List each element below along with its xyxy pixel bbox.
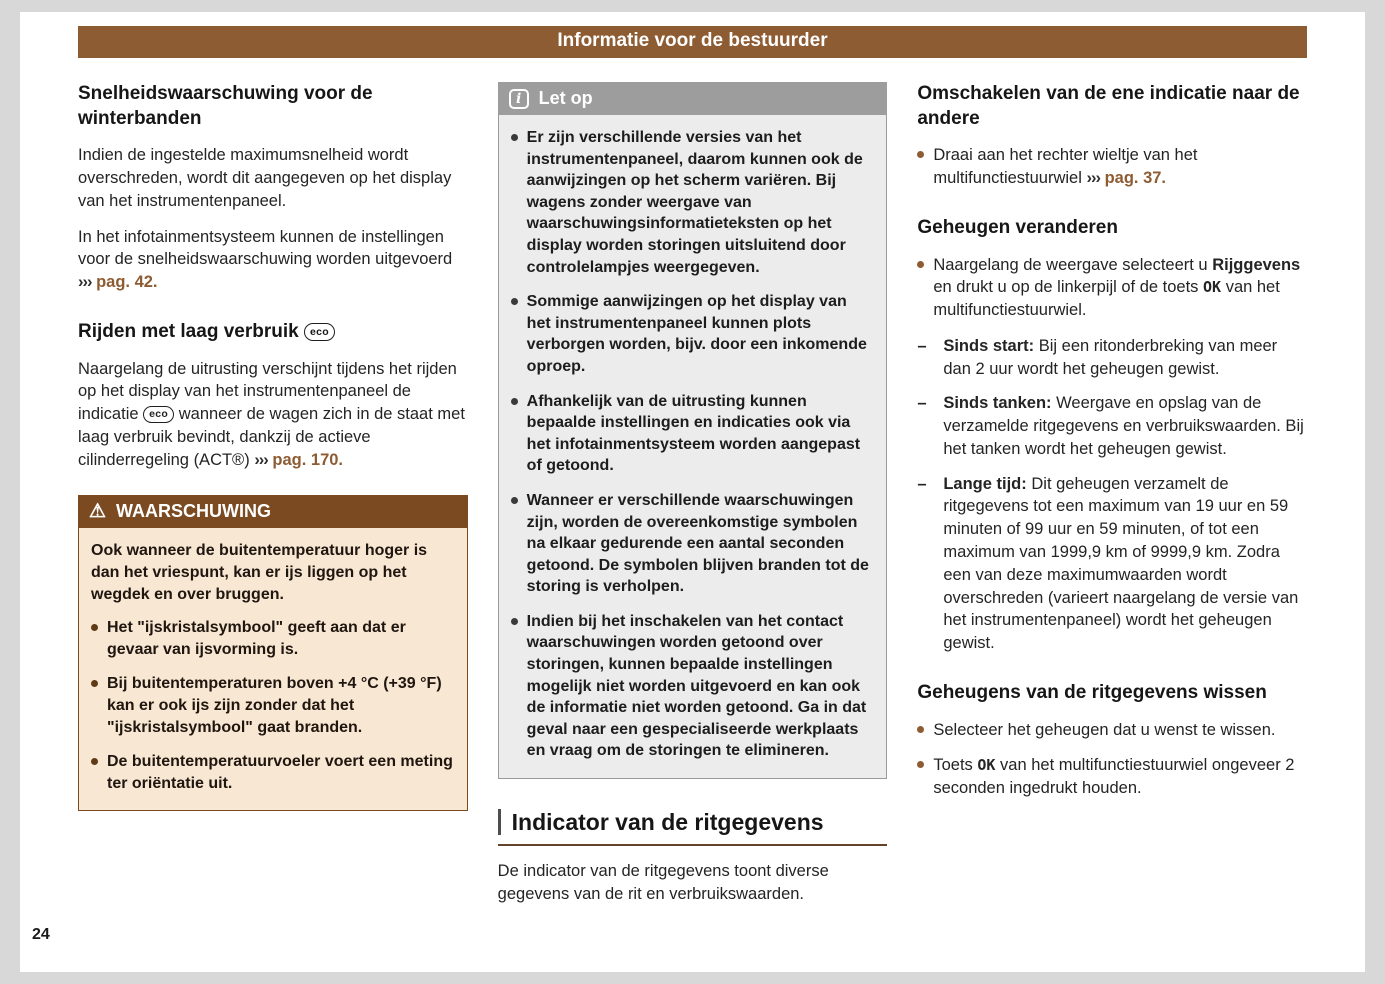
warning-bullet: [91, 751, 455, 794]
note-bullet-text: Sommige aanwijzingen op het display van het instrumentenpaneel kunnen plots verborgen worden, bijv. door een inkomende oproep.: [526, 293, 867, 375]
heading-text: Rijden met laag verbruik: [78, 320, 299, 342]
bullet-dot-icon: [917, 261, 924, 268]
ok-button-key: OK: [1203, 278, 1222, 297]
info-icon: i: [509, 89, 529, 109]
page-ref-link-170[interactable]: pag. 170.: [272, 450, 344, 469]
bullet-dot-icon: [511, 398, 518, 405]
paragraph-eco: [78, 358, 468, 472]
section-heading-block: [498, 809, 888, 846]
memory-type-item: [917, 473, 1307, 655]
warning-box-body: [78, 528, 468, 811]
menu-item-name: Rijggevens: [1212, 255, 1301, 274]
content-columns: [20, 58, 1365, 919]
bullet-dot-icon: [511, 134, 518, 141]
manual-page: [20, 12, 1365, 972]
warning-box-header: [78, 495, 468, 528]
note-bullet: [511, 611, 875, 762]
bullet-dot-icon: [917, 151, 924, 158]
bullet-wipe-1: [917, 719, 1307, 742]
warning-box: [78, 495, 468, 811]
bullet-text-part: en drukt u op de linkerpijl of de toets: [933, 278, 1199, 297]
memory-type-text: [943, 392, 1307, 460]
heading-eco-driving: [78, 320, 468, 345]
warning-bullet-text: Het "ijskristalsymbool" geeft aan dat er gevaar van ijsvorming is.: [107, 619, 406, 658]
warning-bullet-text: De buitentemperatuurvoeler voert een meting ter oriëntatie uit.: [107, 753, 453, 792]
bullet-dot-icon: [511, 298, 518, 305]
bullet-dot-icon: [91, 624, 98, 631]
page-ref-link-37[interactable]: pag. 37.: [1104, 169, 1167, 188]
note-bullet: [511, 490, 875, 598]
bullet-dot-icon: [511, 618, 518, 625]
dash-icon: –: [917, 336, 927, 355]
bullet-dot-icon: [91, 680, 98, 687]
note-box: [498, 82, 888, 779]
memory-type-label: Lange tijd:: [943, 474, 1027, 493]
dash-icon: –: [917, 474, 927, 493]
column-right: [917, 82, 1307, 919]
paragraph-speed-2: [78, 226, 468, 294]
bullet-text: [933, 144, 1307, 190]
warning-triangle-icon: ⚠: [89, 501, 107, 523]
section-title: Indicator van de ritgegevens: [498, 809, 888, 835]
note-bullet-text: Afhankelijk van de uitrusting kunnen bepaalde instellingen en indicaties ook via het infotainmentsysteem worden aangepast of getoond.: [526, 392, 861, 475]
warning-title: WAARSCHUWING: [116, 501, 272, 522]
memory-type-item: [917, 392, 1307, 460]
chapter-header: [78, 26, 1307, 58]
note-bullet: [511, 291, 875, 377]
bullet-text-part: Toets: [933, 756, 973, 775]
bullet-text: [933, 754, 1307, 800]
warning-bullet: [91, 617, 455, 660]
note-bullet-text: Wanneer er verschillende waarschuwingen zijn, worden de overeenkomstige symbolen na elkaar gedurende een aantal seconden getoond. De symbolen blijven branden tot de storing is verholpen.: [526, 491, 869, 596]
bullet-wipe-2: [917, 754, 1307, 800]
paragraph-text: In het infotainmentsysteem kunnen de instellingen voor de snelheidswaarschuwing worden uitgevoerd: [78, 227, 453, 269]
bullet-text: [933, 254, 1307, 322]
cross-ref-arrows-icon: ›››: [1086, 169, 1100, 188]
bullet-text: Selecteer het geheugen dat u wenst te wissen.: [933, 720, 1276, 739]
section-intro: De indicator van de ritgegevens toont diverse gegevens van de rit en verbruikswaarden.: [497, 862, 829, 904]
heading-switch-indication: Omschakelen van de ene indicatie naar de andere: [917, 83, 1300, 129]
page-number: 24: [32, 926, 50, 943]
heading-speed-warning: Snelheidswaarschuwing voor de winterbanden: [78, 83, 373, 129]
memory-type-item: [917, 335, 1307, 381]
note-box-header: [498, 82, 888, 115]
warning-bullet-text: Bij buitentemperaturen boven +4 °C (+39 °F) kan er ook ijs zijn zonder dat het "ijskristalsymbool" gaat branden.: [107, 675, 442, 736]
cross-ref-arrows-icon: ›››: [78, 273, 92, 292]
memory-type-text: [943, 335, 1307, 381]
heading-change-memory: Geheugen veranderen: [917, 216, 1118, 238]
bullet-memory: [917, 254, 1307, 322]
memory-type-label: Sinds tanken:: [943, 394, 1052, 413]
note-title: Let op: [538, 88, 593, 108]
bullet-text-part: Naargelang de weergave selecteert u: [933, 255, 1208, 274]
eco-icon: eco: [304, 323, 335, 341]
memory-type-desc: Dit geheugen verzamelt de ritgegevens tot een maximum van 19 uur en 59 minuten of 99 uur en 59 minuten, of tot een maximum van 1999,9 km of 9999,9 km. Zodra een van deze maximumwaarden wordt overschreden (varieert naargelang de versie van het instrumentenpaneel) wordt het geheugen gewist.: [943, 474, 1299, 653]
memory-type-label: Sinds start:: [943, 336, 1035, 355]
bullet-dot-icon: [91, 758, 98, 765]
column-left: [78, 82, 468, 919]
dash-icon: –: [917, 394, 927, 413]
bullet-dot-icon: [917, 761, 924, 768]
memory-type-text: [943, 473, 1307, 655]
bullet-text-part: van het multifunctiestuurwiel.: [933, 278, 1280, 320]
paragraph-text: Naargelang de uitrusting verschijnt tijdens het rijden op het display van het instrumentenpaneel de indicatie: [78, 359, 457, 424]
warning-intro: Ook wanneer de buitentemperatuur hoger is dan het vriespunt, kan er ijs liggen op het wegdek en over bruggen.: [91, 542, 428, 603]
note-bullet-text: Indien bij het inschakelen van het contact waarschuwingen worden getoond over storingen, kunnen bepaalde instellingen mogelijk niet worden uitgevoerd en kan ook de informatie niet worden getoond. Ga in dat geval naar een gespecialiseerde werkplaats en vraag om de storingen te elimineren.: [526, 612, 867, 760]
cross-ref-arrows-icon: ›››: [254, 450, 268, 469]
warning-bullet: [91, 673, 455, 738]
note-box-body: [498, 115, 888, 779]
bullet-switch: [917, 144, 1307, 190]
chapter-title: Informatie voor de bestuurder: [557, 30, 828, 51]
note-bullet: [511, 127, 875, 278]
note-bullet-text: Er zijn verschillende versies van het instrumentenpaneel, daarom kunnen ook de aanwijzingen op het scherm variëren. Bij wagens zonder weergave van waarschuwingsinformatieteksten op het display worden storingen uitsluitend door controlelampjes weergegeven.: [526, 129, 863, 276]
bullet-dot-icon: [511, 497, 518, 504]
memory-type-desc: Weergave en opslag van de verzamelde ritgegevens en verbruikswaarden. Bij het tanken wordt het geheugen gewist.: [943, 394, 1304, 458]
bullet-dot-icon: [917, 726, 924, 733]
bullet-text-part: Draai aan het rechter wieltje van het multifunctiestuurwiel: [933, 146, 1198, 188]
ok-button-key: OK: [977, 756, 996, 775]
paragraph-speed-1: Indien de ingestelde maximumsnelheid wordt overschreden, wordt dit aangegeven op het display van het instrumentenpaneel.: [78, 146, 452, 210]
memory-type-desc: Bij een ritonderbreking van meer dan 2 uur wordt het geheugen gewist.: [943, 336, 1278, 378]
note-bullet: [511, 391, 875, 477]
column-middle: [498, 82, 888, 919]
page-ref-link-42[interactable]: pag. 42.: [96, 273, 158, 292]
heading-wipe-memories: Geheugens van de ritgegevens wissen: [917, 681, 1267, 703]
bullet-text-part: van het multifunctiestuurwiel ongeveer 2 seconden ingedrukt houden.: [933, 756, 1295, 798]
eco-icon: eco: [143, 406, 174, 424]
paragraph-text: wanneer de wagen zich in de staat met laag verbruik bevindt, dankzij de actieve cilinderregeling (ACT®): [78, 405, 465, 469]
